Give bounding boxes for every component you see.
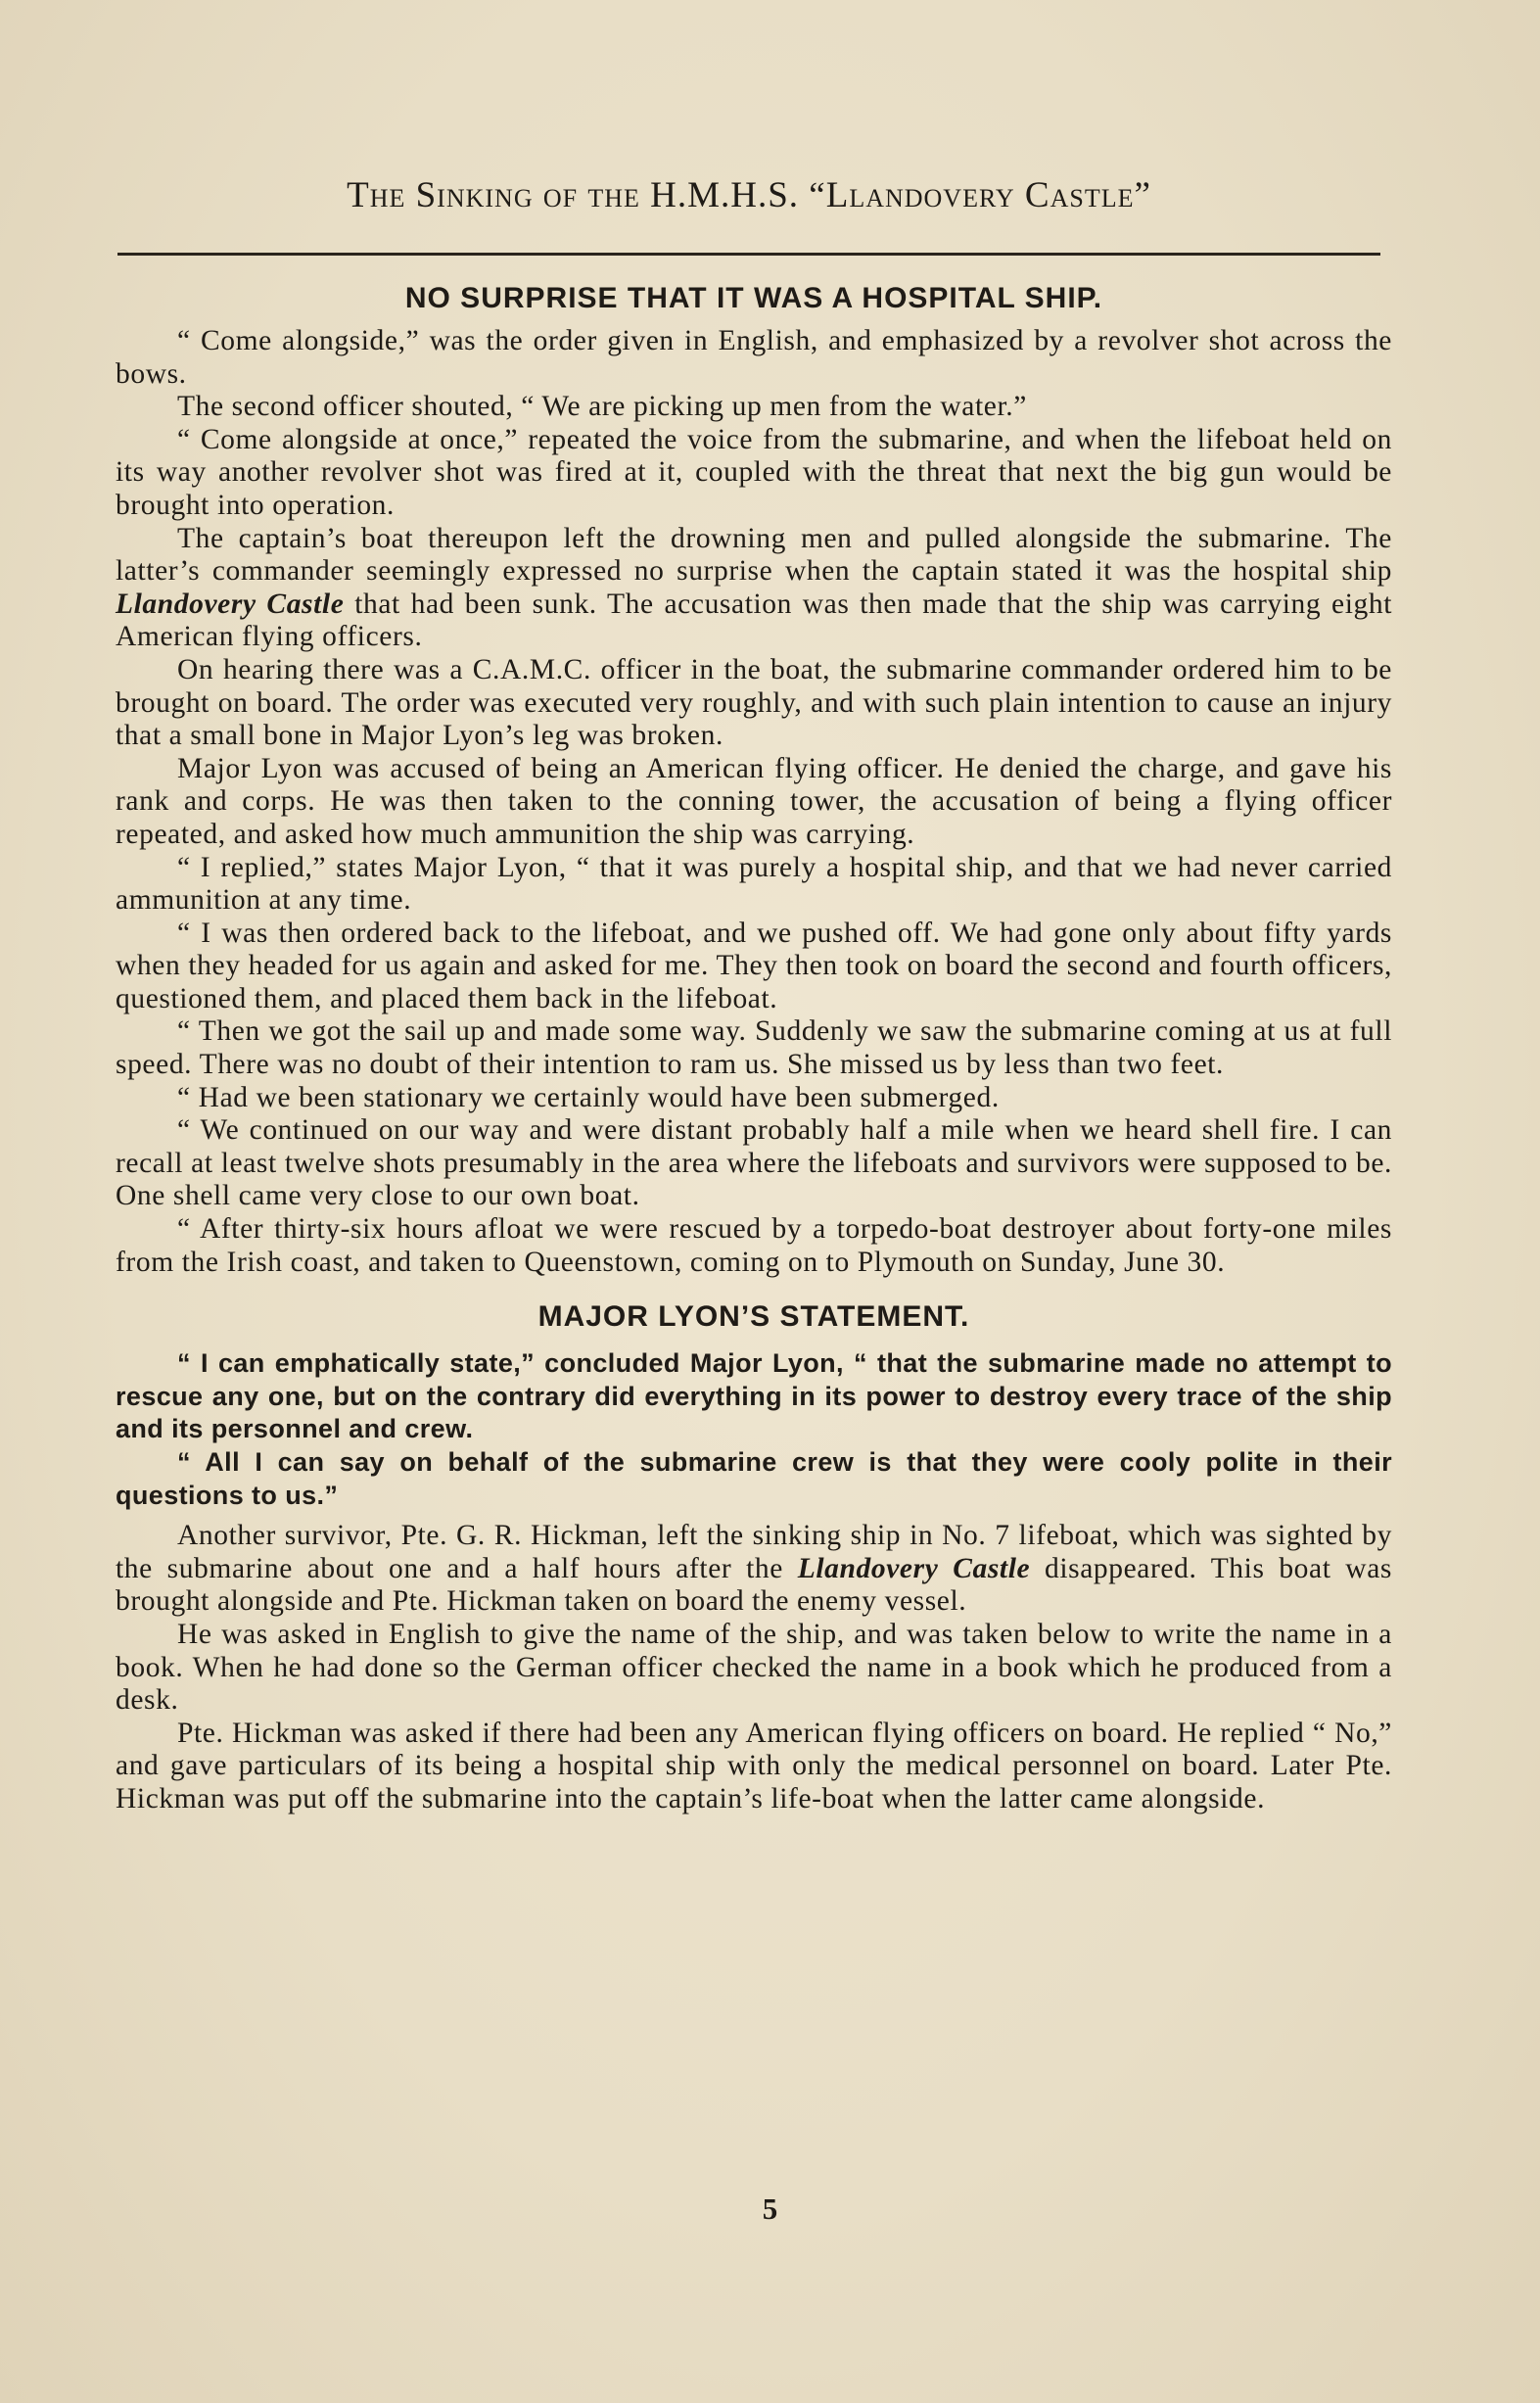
paragraph-text: Another survivor, Pte. G. R. Hickman, left the sinking ship in No. 7 lifeboat, which was sighted by the submarine about one and a half hours after the bbox=[116, 1520, 1392, 1584]
running-title: The Sinking of the H.M.H.S. “Llandovery Castle” bbox=[347, 175, 1151, 215]
paragraph: “ I was then ordered back to the lifeboat, and we pushed off. We had gone only about fifty yards when they headed for us again and asked for me. They then took on board the second and fourth officers, questioned them, and placed them back in the lifeboat. bbox=[116, 917, 1392, 1014]
paragraph: “ Come alongside,” was the order given in English, and emphasized by a revolver shot across the bows. bbox=[116, 325, 1392, 390]
paragraph-text: that had been sunk. The accusation was then made that the ship was carrying eight American flying officers. bbox=[116, 588, 1392, 653]
paragraph: On hearing there was a C.A.M.C. officer in the boat, the submarine commander ordered him to be brought on board. The order was executed very roughly, and with such plain intention to cause an injury that a small bone in Major Lyon’s leg was broken. bbox=[116, 653, 1392, 752]
section-heading-hospital-ship: NO SURPRISE THAT IT WAS A HOSPITAL SHIP. bbox=[404, 282, 1103, 314]
paragraph: “ I replied,” states Major Lyon, “ that it was purely a hospital ship, and that we had never carried ammunition at any time. bbox=[116, 851, 1392, 917]
paragraph: “ Then we got the sail up and made some way. Suddenly we saw the submarine coming at us at full speed. There was no doubt of their intention to ram us. She missed us by less than two feet. bbox=[116, 1015, 1392, 1081]
paragraph-text: The captain’s boat thereupon left the drowning men and pulled alongside the submarine. The latter’s commander seemingly expressed no surprise when the captain stated it was the hospital ship bbox=[116, 522, 1392, 588]
ship-name: Llandovery Castle bbox=[797, 1552, 1031, 1584]
header-rule bbox=[117, 253, 1380, 256]
paragraph: “ We continued on our way and were distant probably half a mile when we heard shell fire. I can recall at least twelve shots presumably in the area where the lifeboats and survivors were supposed to be. One shell came very close to our own boat. bbox=[116, 1114, 1392, 1212]
paragraph bbox=[116, 1520, 1392, 1619]
paragraph-text: disappeared. This boat was brought alongside and Pte. Hickman taken on board the enemy vessel. bbox=[116, 1552, 1392, 1618]
paragraph: The second officer shouted, “ We are picking up men from the water.” bbox=[177, 391, 1027, 423]
paragraph: “ After thirty-six hours afloat we were rescued by a torpedo-boat destroyer about forty-one miles from the Irish coast, and taken to Queenstown, coming on to Plymouth on Sunday, June 30. bbox=[116, 1213, 1392, 1278]
ship-name: Llandovery Castle bbox=[116, 588, 345, 620]
paragraph: Pte. Hickman was asked if there had been any American flying officers on board. He replied “ No,” and gave particulars of its being a hospital ship with only the medical personnel on board. Later Pte. Hickman was put off the submarine into the captain’s life-boat when the latter came alongside. bbox=[116, 1717, 1392, 1814]
paragraph: “ Had we been stationary we certainly would have been submerged. bbox=[177, 1081, 1000, 1113]
body-text bbox=[116, 276, 1392, 1816]
statement-paragraph: “ I can emphatically state,” concluded Major Lyon, “ that the submarine made no attempt to rescue any one, but on the contrary did everything in its power to destroy every trace of the ship and its personnel and crew. bbox=[116, 1348, 1392, 1444]
statement-paragraph: “ All I can say on behalf of the submarine crew is that they were cooly polite in their questions to us.” bbox=[116, 1447, 1392, 1510]
section-heading-statement: MAJOR LYON’S STATEMENT. bbox=[537, 1300, 970, 1334]
paragraph: Major Lyon was accused of being an American flying officer. He denied the charge, and gave his rank and corps. He was then taken to the conning tower, the accusation of being a flying officer repeated, and asked how much ammunition the ship was carrying. bbox=[116, 752, 1392, 850]
paragraph bbox=[116, 523, 1392, 654]
paragraph: He was asked in English to give the name of the ship, and was taken below to write the name in a book. When he had done so the German officer checked the name in a book which he produced from a desk. bbox=[116, 1618, 1392, 1717]
paragraph: “ Come alongside at once,” repeated the voice from the submarine, and when the lifeboat held on its way another revolver shot was fired at it, coupled with the threat that next the big gun would be brought into operation. bbox=[116, 423, 1392, 521]
page-number: 5 bbox=[762, 2191, 778, 2226]
